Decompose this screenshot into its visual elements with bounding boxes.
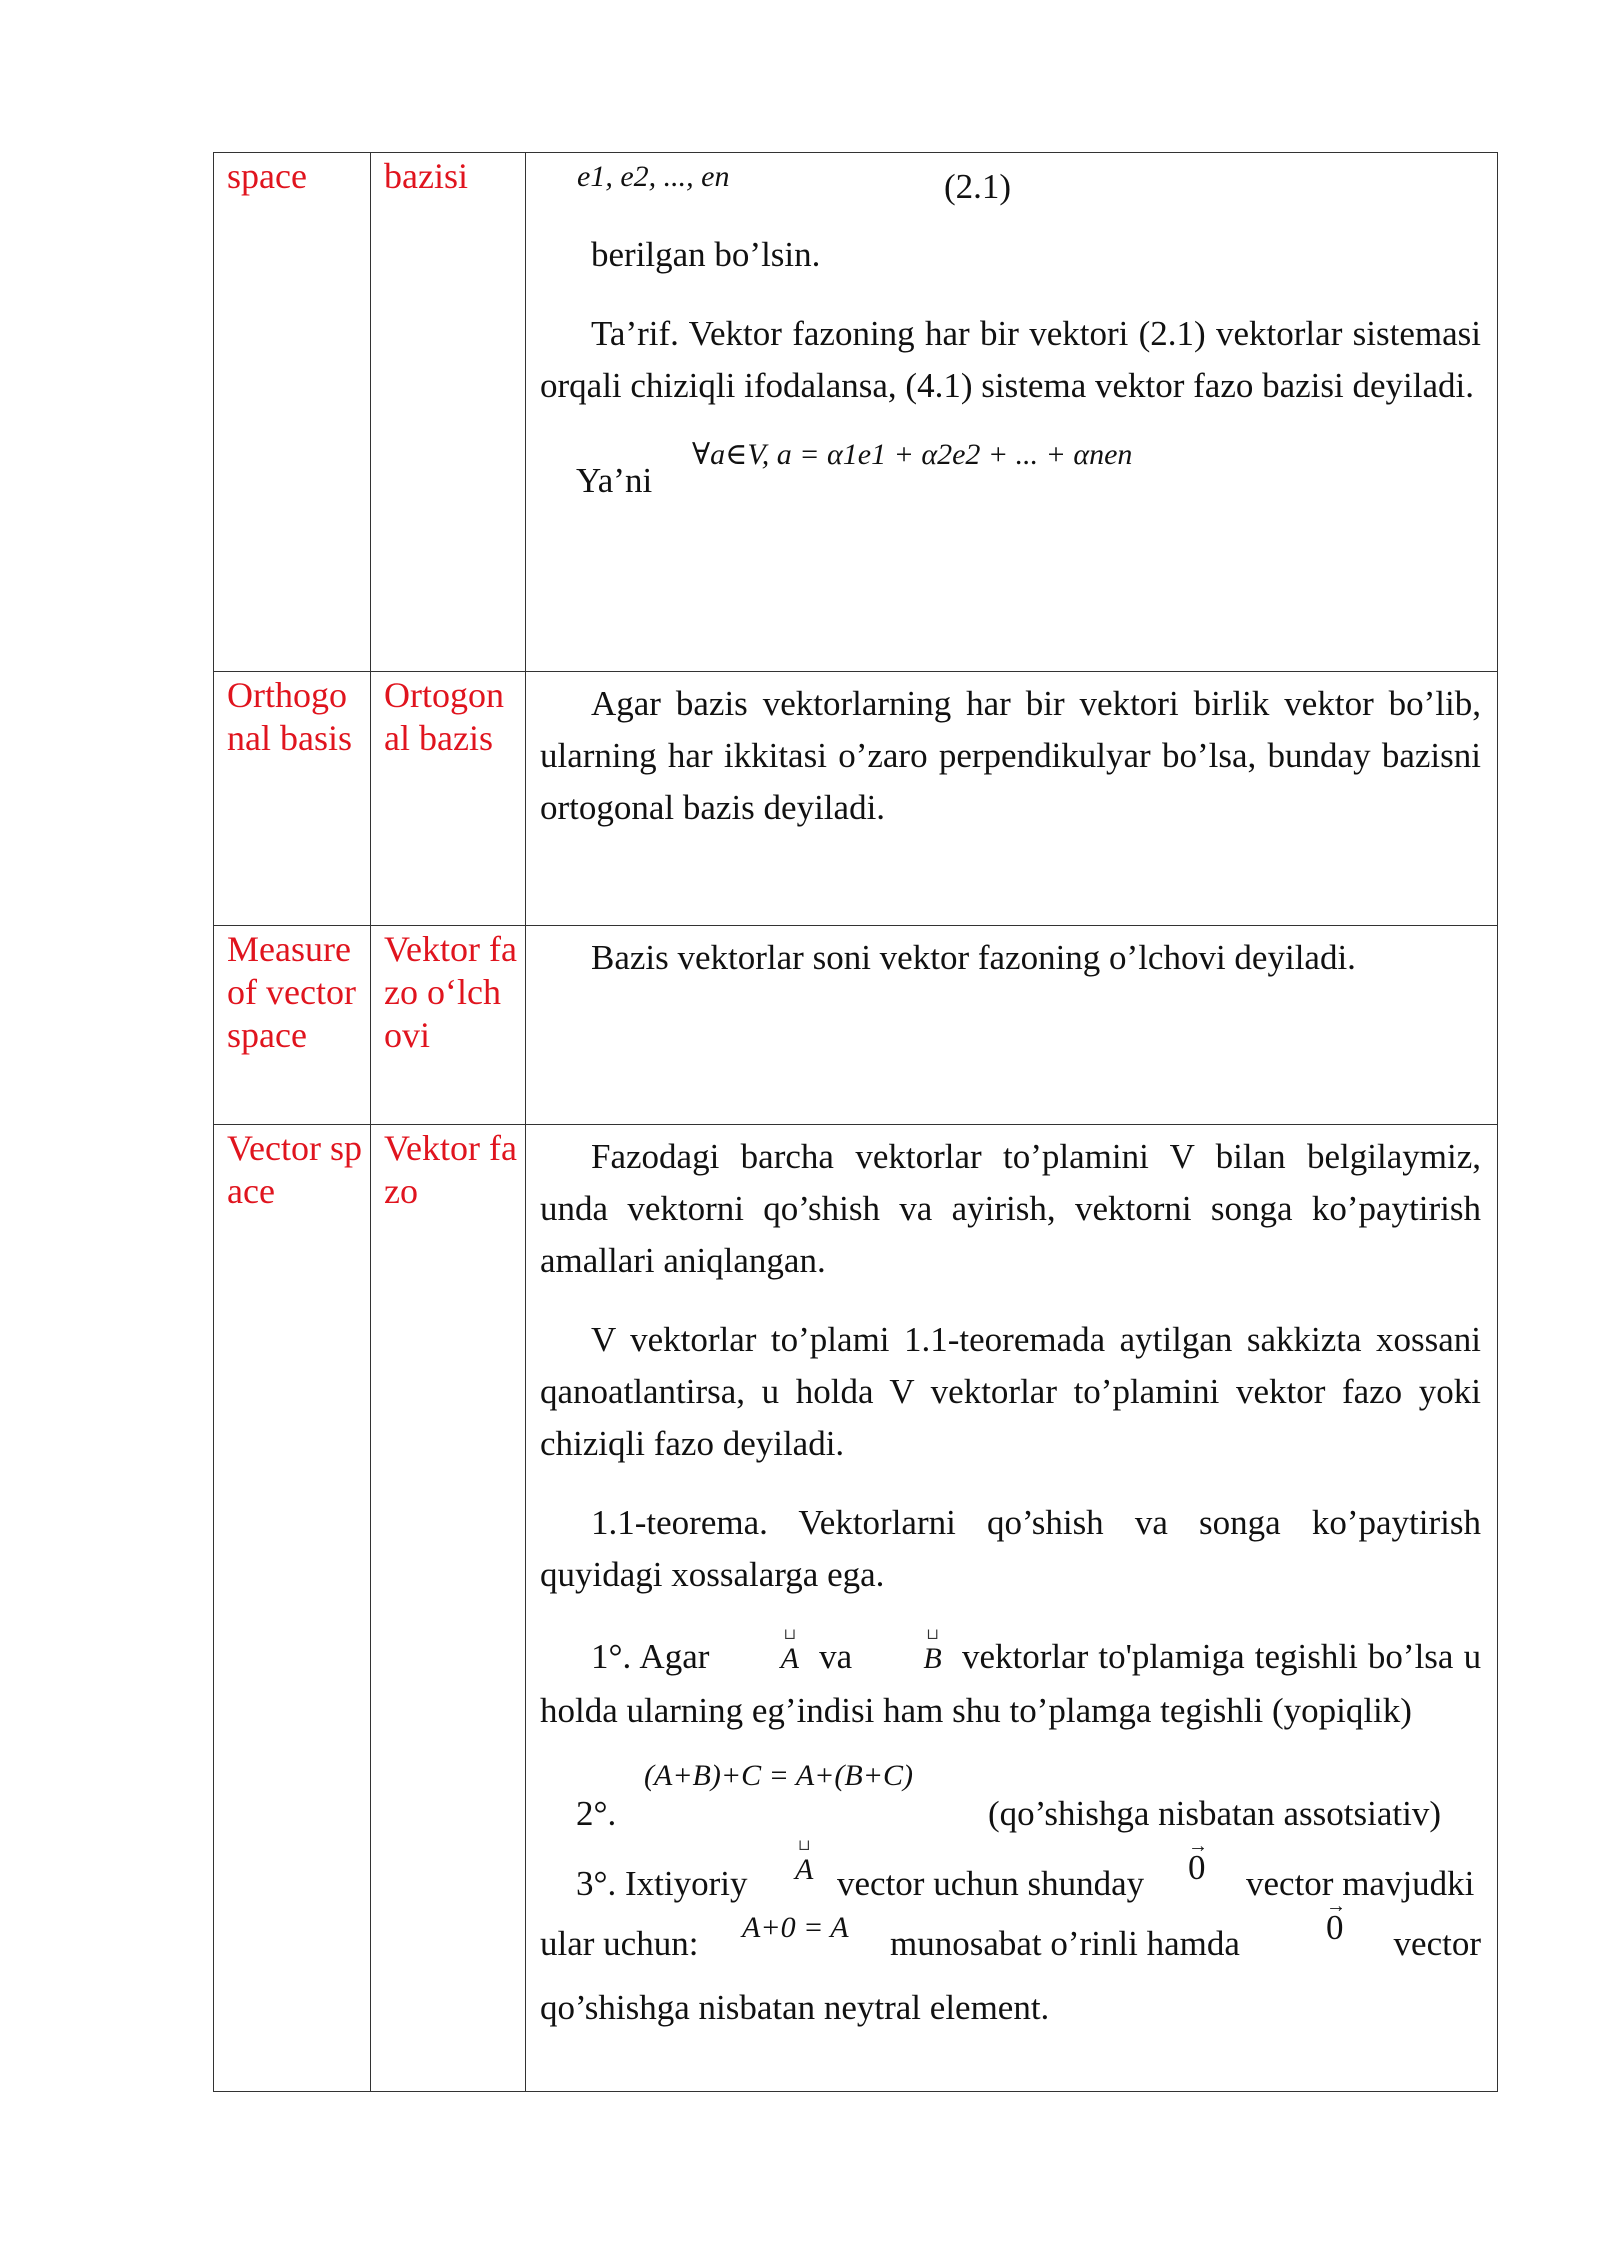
property-text: munosabat o’rinli hamda xyxy=(890,1924,1240,1963)
table-row xyxy=(214,153,1498,672)
vector-b: ⊔ B xyxy=(872,1633,941,1685)
zero-vector: → 0 xyxy=(1188,1842,1206,1894)
property-text: 3°. Ixtiyoriy xyxy=(576,1864,748,1903)
property-1 xyxy=(540,1631,1481,1737)
zero-vector: → 0 xyxy=(1326,1902,1344,1954)
term-uzbek: Vektor fazo o‘lchovi xyxy=(371,926,526,1125)
formula-line xyxy=(540,439,1481,509)
property-text: vector uchun shunday xyxy=(837,1864,1145,1903)
definition-cell xyxy=(526,153,1498,672)
associativity-formula: (A+B)+C = A+(B+C) xyxy=(644,1759,913,1792)
term-english: Measure of vector space xyxy=(214,926,371,1125)
basis-vectors: e1, e2, ..., en xyxy=(577,160,730,193)
table-row xyxy=(214,672,1498,926)
formula-lead: Ya’ni xyxy=(576,461,653,500)
vector-a: ⊔ A xyxy=(730,1633,799,1685)
table-row xyxy=(214,926,1498,1125)
property-text: vektorlar to'plamiga tegishli bo’lsa u holda ularning eg’indisi ham shu to’plamga tegishli (yopiqlik) xyxy=(540,1637,1482,1730)
paragraph: berilgan bo’lsin. xyxy=(591,235,821,274)
basis-formula: ∀a∈V, a = α1e1 + α2e2 + ... + αnen xyxy=(692,438,1133,471)
definition-cell xyxy=(526,926,1498,1125)
basis-equation xyxy=(540,159,1481,219)
definition-cell xyxy=(526,672,1498,926)
term-english: Vector space xyxy=(214,1125,371,2092)
definition-paragraph: Agar bazis vektorlarning har bir vektori birlik vektor bo’lib, ularning har ikkitasi o’zaro perpendikulyar bo’lsa, bunday bazisni ortogonal bazis deyiladi. xyxy=(540,684,1481,827)
table-row xyxy=(214,1125,1498,2092)
property-text: qo’shishga nisbatan neytral element. xyxy=(540,1988,1050,2027)
property-note: (qo’shishga nisbatan assotsiativ) xyxy=(988,1794,1442,1833)
term-uzbek: Ortogonal bazis xyxy=(371,672,526,926)
vector-a: ⊔ A xyxy=(795,1844,813,1896)
definition-paragraph: Ta’rif. Vektor fazoning har bir vektori (2.1) vektorlar sistemasi orqali chiziqli ifodalansa, (4.1) sistema vektor fazo bazisi deyiladi. xyxy=(540,314,1481,405)
term-english: Orthogonal basis xyxy=(214,672,371,926)
term-english: space xyxy=(214,153,371,672)
theorem-paragraph: 1.1-teorema. Vektorlarni qo’shish va songa ko’paytirish quyidagi xossalarga ega. xyxy=(540,1503,1481,1594)
glossary-table xyxy=(213,152,1498,2092)
property-3 xyxy=(540,1850,1481,1988)
equation-label: (2.1) xyxy=(944,167,1012,206)
property-text: vector xyxy=(1393,1924,1481,1963)
definition-paragraph: Bazis vektorlar soni vektor fazoning o’lchovi deyiladi. xyxy=(591,938,1356,977)
property-number: 2°. xyxy=(576,1794,617,1833)
property-text: vector mavjudki xyxy=(1246,1864,1475,1903)
property-text: ular uchun: xyxy=(540,1924,699,1963)
property-text: va xyxy=(819,1637,853,1676)
definition-paragraph: V vektorlar to’plami 1.1-teoremada aytilgan sakkizta xossani qanoatlantirsa, u holda V vektorlar to’plamini vektor fazo yoki chiziqli fazo deyiladi. xyxy=(540,1320,1481,1463)
definition-cell xyxy=(526,1125,1498,2092)
term-uzbek: Vektor fazo xyxy=(371,1125,526,2092)
neutral-formula: A+0 = A xyxy=(742,1911,849,1944)
property-2 xyxy=(540,1759,1481,1840)
definition-paragraph: Fazodagi barcha vektorlar to’plamini V bilan belgilaymiz, unda vektorni qo’shish va ayirish, vektorni songa ko’paytirish amallari aniqlangan. xyxy=(540,1137,1481,1280)
term-uzbek: bazisi xyxy=(371,153,526,672)
property-text: 1°. Agar xyxy=(591,1637,710,1676)
